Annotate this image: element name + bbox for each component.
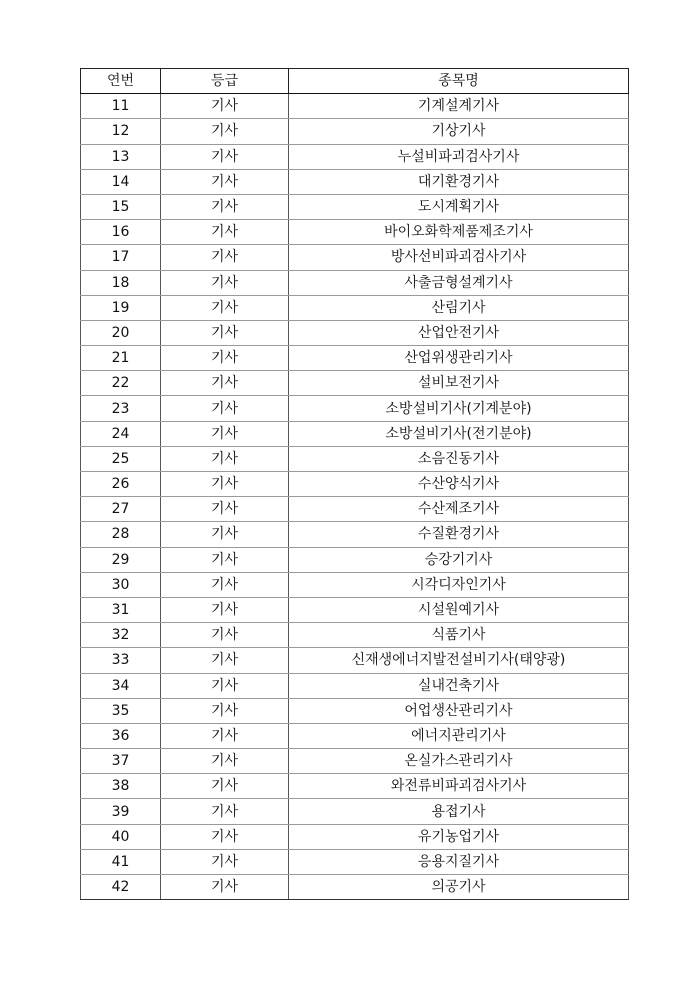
- cell-name: 신재생에너지발전설비기사(태양광): [289, 648, 629, 673]
- cell-number: 40: [81, 824, 161, 849]
- cell-grade: 기사: [161, 547, 289, 572]
- cell-name: 설비보전기사: [289, 371, 629, 396]
- table-row: [81, 875, 629, 900]
- cell-number: 26: [81, 472, 161, 497]
- cell-number: 42: [81, 875, 161, 900]
- cell-number: 23: [81, 396, 161, 421]
- cell-grade: 기사: [161, 320, 289, 345]
- table-row: [81, 723, 629, 748]
- cell-grade: 기사: [161, 723, 289, 748]
- cell-name: 실내건축기사: [289, 673, 629, 698]
- cell-grade: 기사: [161, 446, 289, 471]
- cell-grade: 기사: [161, 799, 289, 824]
- cell-name: 산업안전기사: [289, 320, 629, 345]
- cell-grade: 기사: [161, 673, 289, 698]
- table-row: [81, 194, 629, 219]
- cell-grade: 기사: [161, 169, 289, 194]
- cell-grade: 기사: [161, 522, 289, 547]
- cell-name: 수산양식기사: [289, 472, 629, 497]
- cell-name: 시설원예기사: [289, 597, 629, 622]
- table-row: [81, 169, 629, 194]
- cell-number: 41: [81, 849, 161, 874]
- cell-grade: 기사: [161, 421, 289, 446]
- cell-number: 14: [81, 169, 161, 194]
- table-row: [81, 421, 629, 446]
- table-row: [81, 270, 629, 295]
- cell-name: 누설비파괴검사기사: [289, 144, 629, 169]
- cell-name: 소방설비기사(전기분야): [289, 421, 629, 446]
- cell-name: 기계설계기사: [289, 94, 629, 119]
- cell-name: 방사선비파괴검사기사: [289, 245, 629, 270]
- cell-name: 와전류비파괴검사기사: [289, 774, 629, 799]
- table-row: [81, 446, 629, 471]
- cell-grade: 기사: [161, 572, 289, 597]
- cell-name: 유기농업기사: [289, 824, 629, 849]
- cell-name: 소음진동기사: [289, 446, 629, 471]
- cell-grade: 기사: [161, 749, 289, 774]
- cell-number: 19: [81, 295, 161, 320]
- cell-grade: 기사: [161, 220, 289, 245]
- table-row: [81, 94, 629, 119]
- cell-grade: 기사: [161, 144, 289, 169]
- cell-number: 16: [81, 220, 161, 245]
- cell-name: 사출금형설계기사: [289, 270, 629, 295]
- cell-grade: 기사: [161, 698, 289, 723]
- cell-number: 31: [81, 597, 161, 622]
- header-name: 종목명: [289, 69, 629, 94]
- cell-name: 도시계획기사: [289, 194, 629, 219]
- cell-name: 식품기사: [289, 623, 629, 648]
- cell-number: 36: [81, 723, 161, 748]
- cell-name: 수산제조기사: [289, 497, 629, 522]
- cell-number: 20: [81, 320, 161, 345]
- cell-number: 29: [81, 547, 161, 572]
- cell-name: 기상기사: [289, 119, 629, 144]
- table-row: [81, 220, 629, 245]
- cell-name: 산림기사: [289, 295, 629, 320]
- cell-number: 22: [81, 371, 161, 396]
- cell-number: 27: [81, 497, 161, 522]
- cell-number: 34: [81, 673, 161, 698]
- cell-name: 시각디자인기사: [289, 572, 629, 597]
- cell-number: 25: [81, 446, 161, 471]
- table-row: [81, 119, 629, 144]
- cell-grade: 기사: [161, 597, 289, 622]
- cell-name: 의공기사: [289, 875, 629, 900]
- cell-number: 28: [81, 522, 161, 547]
- cell-grade: 기사: [161, 849, 289, 874]
- table-row: [81, 295, 629, 320]
- qualification-table: [80, 68, 629, 900]
- cell-grade: 기사: [161, 94, 289, 119]
- table-row: [81, 824, 629, 849]
- cell-number: 35: [81, 698, 161, 723]
- cell-grade: 기사: [161, 295, 289, 320]
- cell-grade: 기사: [161, 194, 289, 219]
- cell-name: 에너지관리기사: [289, 723, 629, 748]
- cell-grade: 기사: [161, 875, 289, 900]
- table-row: [81, 673, 629, 698]
- cell-grade: 기사: [161, 396, 289, 421]
- table-row: [81, 396, 629, 421]
- cell-name: 승강기기사: [289, 547, 629, 572]
- cell-name: 응용지질기사: [289, 849, 629, 874]
- cell-number: 11: [81, 94, 161, 119]
- cell-grade: 기사: [161, 270, 289, 295]
- cell-number: 24: [81, 421, 161, 446]
- cell-name: 바이오화학제품제조기사: [289, 220, 629, 245]
- cell-number: 12: [81, 119, 161, 144]
- table-row: [81, 320, 629, 345]
- table-row: [81, 144, 629, 169]
- cell-number: 33: [81, 648, 161, 673]
- cell-number: 13: [81, 144, 161, 169]
- table-row: [81, 371, 629, 396]
- table-row: [81, 799, 629, 824]
- table-row: [81, 522, 629, 547]
- cell-grade: 기사: [161, 774, 289, 799]
- cell-grade: 기사: [161, 245, 289, 270]
- cell-grade: 기사: [161, 119, 289, 144]
- cell-grade: 기사: [161, 623, 289, 648]
- table-row: [81, 497, 629, 522]
- cell-number: 32: [81, 623, 161, 648]
- table-row: [81, 698, 629, 723]
- cell-number: 15: [81, 194, 161, 219]
- cell-number: 30: [81, 572, 161, 597]
- table-row: [81, 472, 629, 497]
- cell-grade: 기사: [161, 346, 289, 371]
- cell-number: 38: [81, 774, 161, 799]
- cell-name: 산업위생관리기사: [289, 346, 629, 371]
- table-row: [81, 597, 629, 622]
- table-row: [81, 623, 629, 648]
- table-row: [81, 245, 629, 270]
- cell-name: 대기환경기사: [289, 169, 629, 194]
- header-row: [81, 69, 629, 94]
- cell-grade: 기사: [161, 497, 289, 522]
- cell-name: 소방설비기사(기계분야): [289, 396, 629, 421]
- cell-name: 용접기사: [289, 799, 629, 824]
- table-header: [81, 69, 629, 94]
- table-row: [81, 547, 629, 572]
- table-row: [81, 648, 629, 673]
- cell-name: 온실가스관리기사: [289, 749, 629, 774]
- cell-grade: 기사: [161, 371, 289, 396]
- table-row: [81, 849, 629, 874]
- cell-grade: 기사: [161, 824, 289, 849]
- cell-grade: 기사: [161, 472, 289, 497]
- cell-number: 18: [81, 270, 161, 295]
- header-grade: 등급: [161, 69, 289, 94]
- cell-number: 17: [81, 245, 161, 270]
- cell-grade: 기사: [161, 648, 289, 673]
- document-page: [80, 68, 628, 900]
- table-row: [81, 572, 629, 597]
- table-row: [81, 774, 629, 799]
- cell-number: 37: [81, 749, 161, 774]
- table-row: [81, 749, 629, 774]
- cell-number: 21: [81, 346, 161, 371]
- cell-name: 수질환경기사: [289, 522, 629, 547]
- header-number: 연번: [81, 69, 161, 94]
- table-body: [81, 94, 629, 900]
- table-row: [81, 346, 629, 371]
- cell-name: 어업생산관리기사: [289, 698, 629, 723]
- cell-number: 39: [81, 799, 161, 824]
